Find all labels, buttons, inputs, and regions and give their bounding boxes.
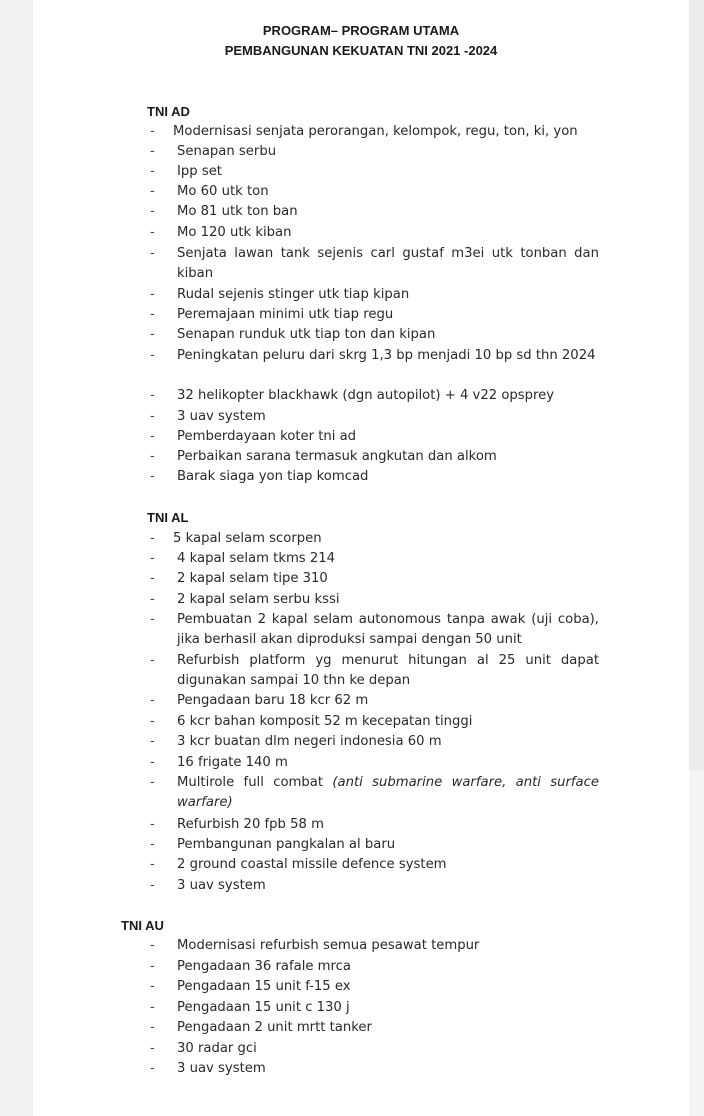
bullet-dash: - <box>150 348 155 363</box>
bullet-dash: - <box>150 714 155 729</box>
bullet-dash: - <box>150 184 155 199</box>
section-heading-tni-au: TNI AU <box>121 918 164 933</box>
bullet-dash: - <box>150 1041 155 1056</box>
bullet-dash: - <box>150 204 155 219</box>
list-item: - 2 ground coastal missile defence system <box>177 855 599 875</box>
bullet-dash: - <box>150 287 155 302</box>
list-item: - Barak siaga yon tiap komcad <box>177 467 599 487</box>
list-item: - 5 kapal selam scorpen <box>173 529 603 549</box>
page-margin-right <box>689 0 704 770</box>
bullet-dash: - <box>150 857 155 872</box>
bullet-dash: - <box>150 388 155 403</box>
bullet-dash: - <box>150 938 155 953</box>
list-item: - 3 uav system <box>177 1059 599 1079</box>
list-item: - Mo 81 utk ton ban <box>177 202 599 222</box>
bullet-dash: - <box>150 653 155 668</box>
list-item: - Modernisasi refurbish semua pesawat tempur <box>177 936 599 956</box>
bullet-dash: - <box>150 979 155 994</box>
section-heading-tni-al: TNI AL <box>147 510 189 525</box>
list-item: - 16 frigate 140 m <box>177 753 599 773</box>
bullet-dash: - <box>150 612 155 627</box>
bullet-dash: - <box>150 592 155 607</box>
section-heading-tni-ad: TNI AD <box>147 104 190 119</box>
bullet-dash: - <box>150 837 155 852</box>
bullet-dash: - <box>150 469 155 484</box>
list-item: - Senapan runduk utk tiap ton dan kipan <box>177 325 599 345</box>
list-item: - Refurbish 20 fpb 58 m <box>177 815 599 835</box>
document-title-line2: PEMBANGUNAN KEKUATAN TNI 2021 -2024 <box>224 43 498 58</box>
bullet-dash: - <box>150 1000 155 1015</box>
bullet-dash: - <box>150 531 155 546</box>
list-item: - Pengadaan baru 18 kcr 62 m <box>177 691 599 711</box>
bullet-dash: - <box>150 144 155 159</box>
list-item: - Peremajaan minimi utk tiap regu <box>177 305 599 325</box>
list-item: - Pengadaan 36 rafale mrca <box>177 957 599 977</box>
bullet-dash: - <box>150 164 155 179</box>
bullet-dash: - <box>150 409 155 424</box>
bullet-dash: - <box>150 817 155 832</box>
list-item: - Ipp set <box>177 162 599 182</box>
list-item: - Perbaikan sarana termasuk angkutan dan alkom <box>177 447 599 467</box>
list-item: - 2 kapal selam serbu kssi <box>177 590 599 610</box>
bullet-dash: - <box>150 1061 155 1076</box>
list-item: - 4 kapal selam tkms 214 <box>177 549 599 569</box>
bullet-dash: - <box>150 693 155 708</box>
list-item: - Pengadaan 15 unit c 130 j <box>177 998 599 1018</box>
bullet-dash: - <box>150 551 155 566</box>
list-item: - Modernisasi senjata perorangan, kelompok, regu, ton, ki, yon <box>173 122 603 142</box>
list-item: - 32 helikopter blackhawk (dgn autopilot) + 4 v22 opsprey <box>177 386 599 406</box>
bullet-dash: - <box>150 327 155 342</box>
bullet-dash: - <box>150 246 155 261</box>
list-item: - Refurbish platform yg menurut hitungan al 25 unit dapat digunakan sampai 10 thn ke depan <box>150 653 599 689</box>
list-item: - Pengadaan 2 unit mrtt tanker <box>177 1018 599 1038</box>
bullet-dash: - <box>150 1020 155 1035</box>
bullet-dash: - <box>150 225 155 240</box>
list-item: - 3 uav system <box>177 876 599 896</box>
list-item: - Peningkatan peluru dari skrg 1,3 bp menjadi 10 bp sd thn 2024 <box>177 346 599 366</box>
list-item: - Mo 120 utk kiban <box>177 223 599 243</box>
bullet-dash: - <box>150 959 155 974</box>
list-item: - 2 kapal selam tipe 310 <box>177 569 599 589</box>
bullet-dash: - <box>150 878 155 893</box>
list-item: - Pemberdayaan koter tni ad <box>177 427 599 447</box>
bullet-dash: - <box>150 429 155 444</box>
bullet-dash: - <box>150 307 155 322</box>
bullet-dash: - <box>150 124 155 139</box>
list-item: - Senapan serbu <box>177 142 599 162</box>
list-item: - Pembuatan 2 kapal selam autonomous tanpa awak (uji coba), jika berhasil akan diproduksi sampai dengan 50 unit <box>150 612 599 648</box>
list-item: - Pembangunan pangkalan al baru <box>177 835 599 855</box>
list-item: - Multirole full combat (anti submarine warfare, anti surface warfare) <box>150 775 600 811</box>
bullet-dash: - <box>150 734 155 749</box>
document-title-line1: PROGRAM– PROGRAM UTAMA <box>262 23 460 38</box>
list-item: - 3 uav system <box>177 407 599 427</box>
page-margin-left <box>0 0 33 1116</box>
list-item: - 6 kcr bahan komposit 52 m kecepatan tinggi <box>177 712 599 732</box>
bullet-dash: - <box>150 571 155 586</box>
bullet-dash: - <box>150 775 155 790</box>
bullet-dash: - <box>150 449 155 464</box>
bullet-dash: - <box>150 755 155 770</box>
list-item: - 30 radar gci <box>177 1039 599 1059</box>
list-item: - Mo 60 utk ton <box>177 182 599 202</box>
list-item: - Pengadaan 15 unit f-15 ex <box>177 977 599 997</box>
list-item: - Senjata lawan tank sejenis carl gustaf m3ei utk tonban dan kiban <box>150 246 599 282</box>
list-item: - 3 kcr buatan dlm negeri indonesia 60 m <box>177 732 599 752</box>
list-item: - Rudal sejenis stinger utk tiap kipan <box>177 285 599 305</box>
